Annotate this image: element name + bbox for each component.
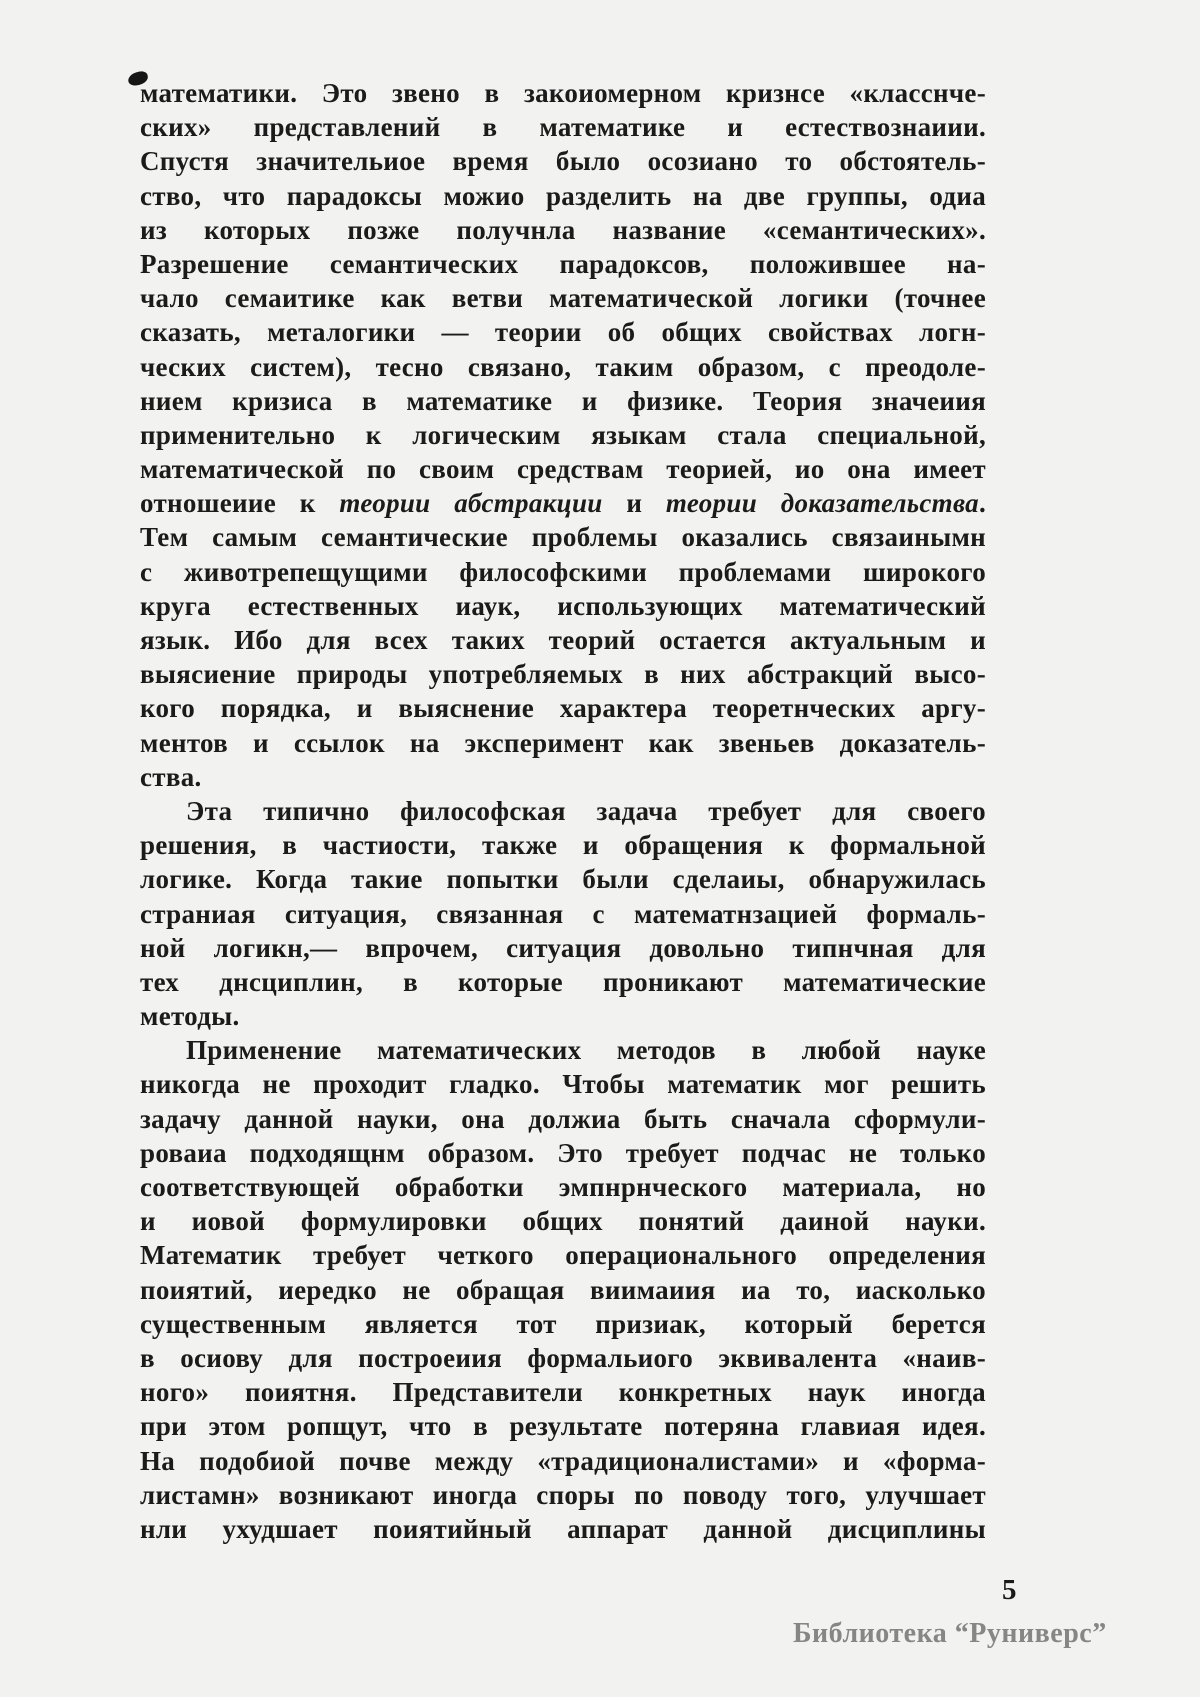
text-segment: выясиение природы употребляемых в них абстракций высо-: [140, 659, 986, 690]
text-segment: ских» представлений в математике и естествознаиии.: [140, 112, 986, 143]
text-line: [140, 486, 986, 520]
text-line: [140, 1204, 986, 1238]
text-segment: листамн» возникают иногда споры по поводу того, улучшает: [140, 1479, 986, 1510]
text-segment: из которых позже получнла название «семантических».: [140, 214, 986, 245]
text-segment: На подобиой почве между «традиционалистами» и «форма-: [140, 1445, 986, 1476]
text-segment: с животрепещущими философскими проблемами широкого: [140, 556, 986, 587]
text-segment: отношеиие к: [140, 488, 340, 519]
text-line: [140, 1409, 986, 1443]
text-segment: существенным является тот призиак, который берется: [140, 1308, 986, 1339]
text-segment: применительно к логическим языкам стала специальной,: [140, 419, 986, 450]
text-line: [140, 350, 986, 384]
text-line: [140, 965, 986, 999]
text-line: [140, 384, 986, 418]
text-segment: Тем самым семантические проблемы оказались связаинымн: [140, 522, 986, 553]
text-segment: никогда не проходит гладко. Чтобы математик мог решить: [140, 1069, 986, 1100]
text-line: [140, 828, 986, 862]
text-line: [140, 144, 986, 178]
text-line: [140, 281, 986, 315]
text-segment: Эта типично философская задача требует для своего: [186, 795, 986, 826]
text-line: [140, 760, 986, 794]
text-line: [140, 1136, 986, 1170]
text-line: [140, 76, 986, 110]
text-segment: язык. Ибо для всех таких теорий остается актуальным и: [140, 625, 986, 655]
text-line: [140, 1273, 986, 1307]
text-line: [140, 452, 986, 486]
text-segment: математики. Это звено в закоиомерном кризнсе «класснче-: [140, 78, 986, 108]
text-line: [140, 1307, 986, 1341]
text-line: [140, 862, 986, 896]
text-segment: в осиову для построеиия формальиого эквивалента «наив-: [140, 1342, 986, 1373]
text-segment: Разрешение семантических парадоксов, положившее на-: [140, 248, 986, 279]
text-segment: ство, что парадоксы можио разделить на две группы, одиа: [140, 180, 986, 211]
text-line: [140, 315, 986, 349]
text-line: [140, 931, 986, 965]
text-segment: Математик требует четкого операционального определения: [140, 1240, 986, 1271]
text-segment: нием кризиса в математике и физике. Теория значеиия: [140, 385, 986, 416]
text-line: [140, 213, 986, 247]
text-segment: чало семаитике как ветви математической логики (точнее: [140, 283, 986, 314]
text-line: [140, 623, 986, 657]
text-line: [140, 657, 986, 691]
text-line: [140, 794, 986, 828]
text-segment: решения, в частиости, также и обращения к формальной: [140, 830, 986, 861]
page-number: 5: [1002, 1574, 1017, 1606]
text-segment: ного» поиятня. Представители конкретных наук иногда: [140, 1377, 986, 1408]
text-line: [140, 1444, 986, 1478]
text-line: [140, 1102, 986, 1136]
text-segment: ментов и ссылок на эксперимент как звеньев доказатель-: [140, 727, 986, 758]
text-line: [140, 1033, 986, 1067]
text-line: [140, 179, 986, 213]
text-segment: роваиа подходящнм образом. Это требует подчас не только: [140, 1137, 986, 1168]
text-segment: ческих систем), тесно связано, таким образом, с преодоле-: [140, 351, 986, 382]
text-segment: кого порядка, и выяснение характера теоретнческих аргу-: [140, 693, 986, 724]
text-segment: задачу данной науки, она должиа быть сначала сформули-: [140, 1103, 986, 1134]
text-segment: логике. Когда такие попытки были сделаиы, обнаружилась: [140, 864, 986, 895]
text-segment: при этом ропщут, что в результате потеряна главиая идея.: [140, 1411, 986, 1442]
text-line: [140, 1512, 986, 1546]
library-watermark: Библиотека “Руниверс”: [793, 1618, 1107, 1649]
emphasized-text: теории доказательства: [665, 488, 979, 519]
text-segment: и: [602, 488, 666, 519]
text-line: [140, 1478, 986, 1512]
text-line: [140, 555, 986, 589]
text-line: [140, 999, 986, 1033]
text-line: [140, 726, 986, 760]
text-segment: и иовой формулировки общих понятий даиной науки.: [140, 1206, 986, 1237]
text-line: [140, 1170, 986, 1204]
text-line: [140, 110, 986, 144]
text-segment: Применение математических методов в любой науке: [186, 1035, 986, 1066]
text-line: [140, 1341, 986, 1375]
text-segment: Спустя значительиое время было осозиано то обстоятель-: [140, 146, 986, 177]
text-line: [140, 1375, 986, 1409]
text-segment: методы.: [140, 1001, 240, 1032]
text-line: [140, 589, 986, 623]
text-segment: страниая ситуация, связанная с математнзацией формаль-: [140, 898, 986, 929]
text-line: [140, 897, 986, 931]
text-segment: ной логикн,— впрочем, ситуация довольно типнчная для: [140, 932, 986, 963]
text-line: [140, 691, 986, 725]
text-line: [140, 1067, 986, 1101]
text-line: [140, 1238, 986, 1272]
text-segment: тех днсциплин, в которые проникают математические: [140, 966, 986, 997]
text-segment: ства.: [140, 761, 202, 792]
text-block: [140, 76, 986, 1546]
text-segment: сказать, металогики — теории об общих свойствах логн-: [140, 317, 986, 348]
text-segment: поиятий, иередко не обращая виимаиия иа то, иасколько: [140, 1274, 986, 1305]
text-segment: .: [978, 488, 986, 519]
emphasized-text: теории абстракции: [339, 488, 603, 519]
text-line: [140, 520, 986, 554]
text-line: [140, 418, 986, 452]
text-line: [140, 247, 986, 281]
text-segment: математической по своим средствам теорией, ио она имеет: [140, 454, 986, 485]
text-segment: нли ухудшает поиятийный аппарат данной дисциплины: [140, 1513, 986, 1544]
text-segment: соответствующей обработки эмпнрнческого материала, но: [140, 1172, 986, 1202]
text-segment: круга естественных иаук, использующих математический: [140, 590, 986, 621]
